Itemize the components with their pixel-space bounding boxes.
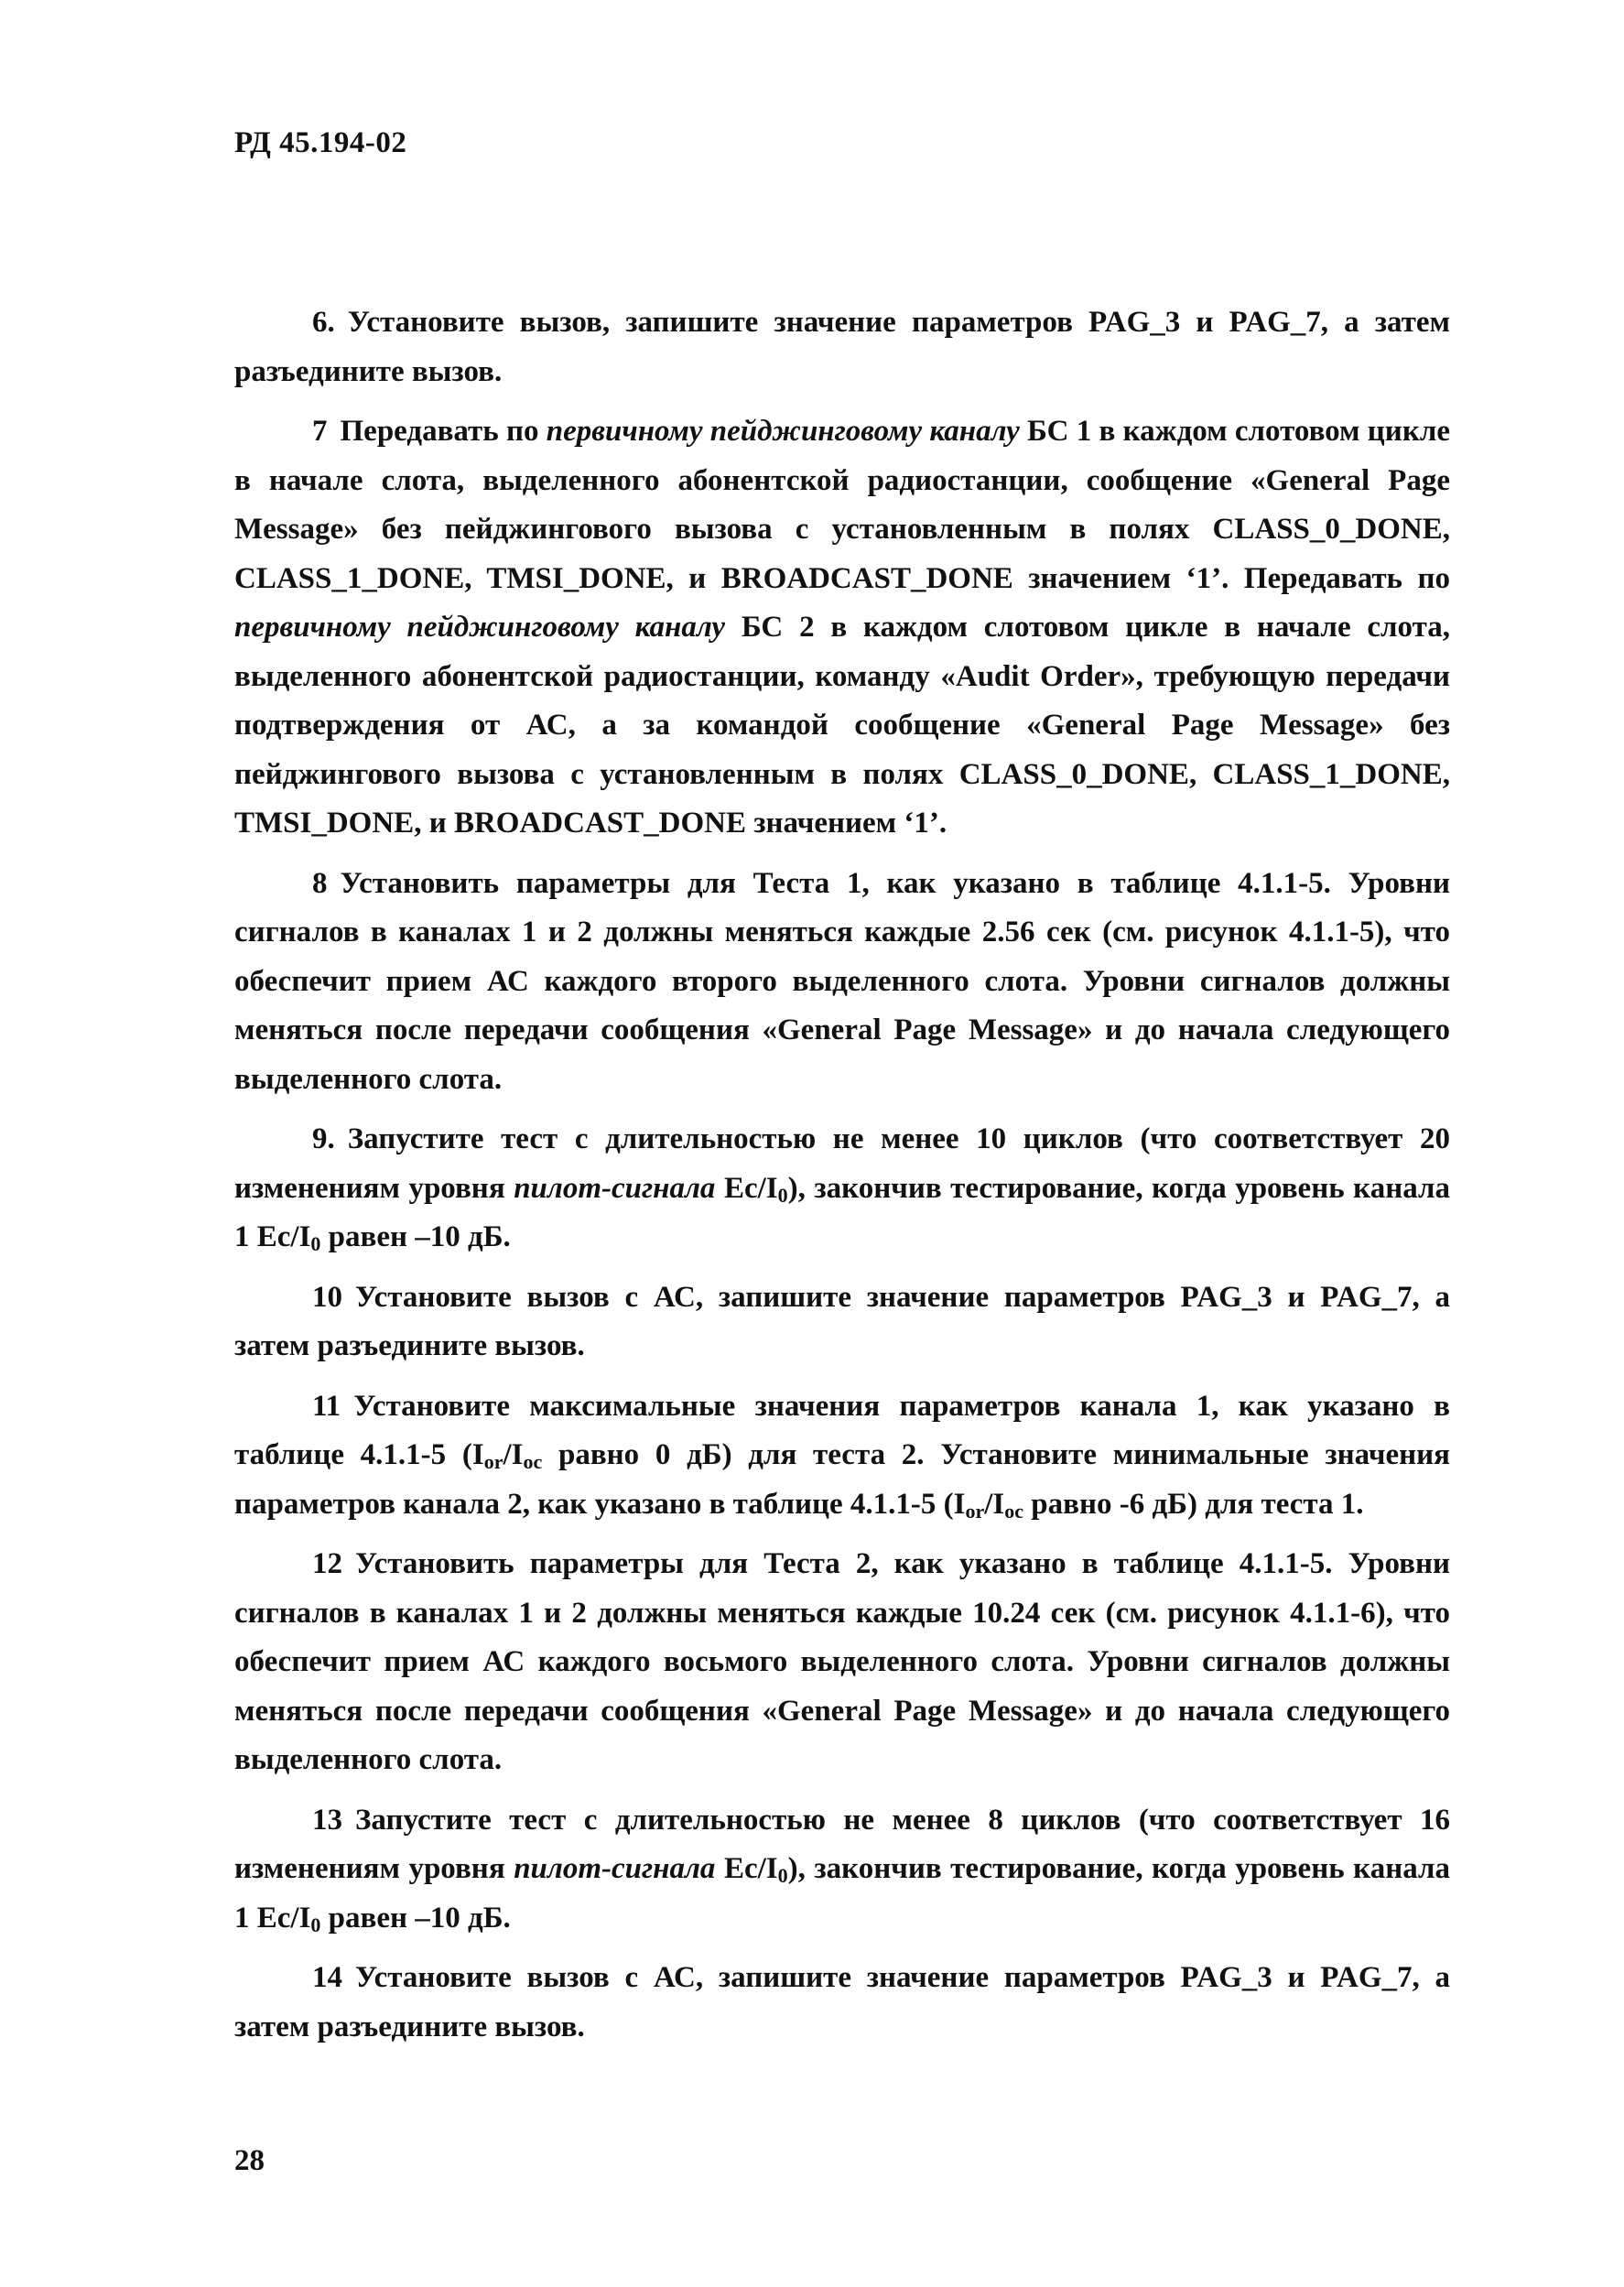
- paragraph-text: равен –10 дБ.: [320, 1220, 511, 1253]
- paragraph-text: Запустите тест с длительностью не менее 8 циклов (что соответствует 16 изменениям уровня: [234, 1803, 1450, 1885]
- document-body: [234, 298, 1450, 2063]
- subscript: 0: [310, 1232, 321, 1255]
- paragraph-text: /I: [984, 1487, 1005, 1521]
- step-number: 6.: [312, 306, 335, 339]
- page-number: 28: [234, 2144, 265, 2177]
- step-number: 9.: [312, 1122, 335, 1155]
- paragraph-text: Передавать по: [340, 415, 547, 448]
- step-number: 12: [312, 1547, 342, 1580]
- paragraph-text: Запустите тест с длительностью не менее 10 циклов (что соответствует 20 изменениям уровня: [234, 1122, 1450, 1205]
- paragraph-text: Установите максимальные значения параметров канала 1, как указано в таблице 4.1.1-5 (I: [234, 1389, 1450, 1471]
- step-number: 10: [312, 1280, 342, 1314]
- paragraph-text: Ec/I: [715, 1852, 778, 1885]
- step-number: 14: [312, 1961, 342, 1994]
- paragraph-text: Установите вызов с АС, запишите значение параметров PAG_3 и PAG_7, а затем разъедините вызов.: [234, 1961, 1450, 2043]
- paragraph-text: Установите вызов с АС, запишите значение параметров PAG_3 и PAG_7, а затем разъедините вызов.: [234, 1280, 1450, 1362]
- paragraph-step: [234, 1796, 1450, 1944]
- step-number: 11: [312, 1389, 341, 1423]
- step-number: 13: [312, 1803, 342, 1837]
- paragraph-text: Установите вызов, запишите значение параметров PAG_3 и PAG_7, а затем разъедините вызов.: [234, 306, 1450, 388]
- paragraph-step: [234, 1274, 1450, 1371]
- paragraph-text: БС 1 в каждом слотовом цикле в начале слота, выделенного абонентской радиостанции, сообщение «General Page Message» без пейджингового вызова с установленным в полях CLASS_0_DONE, CLASS_1_DONE, TMSI_DONE, и BROADCAST_DONE значением ‘1’. Передавать по: [234, 415, 1451, 595]
- subscript: 0: [777, 1864, 788, 1887]
- document-code: РД 45.194-02: [234, 126, 407, 159]
- italic-term: пилот-сигнала: [514, 1171, 716, 1205]
- paragraph-step: [234, 407, 1450, 849]
- paragraph-text: равно -6 дБ) для теста 1.: [1023, 1487, 1364, 1521]
- step-number: 8: [312, 866, 328, 900]
- paragraph-text: ), закончив тестирование, когда уровень канала 1 Ec/I: [234, 1852, 1451, 1935]
- subscript: or: [965, 1499, 985, 1523]
- paragraph-text: Установить параметры для Теста 1, как указано в таблице 4.1.1-5. Уровни сигналов в каналах 1 и 2 должны меняться каждые 2.56 сек (см. рисунок 4.1.1-5), что обеспечит прием АС каждого второго выделенного слота. Уровни сигналов должны меняться после передачи сообщения «General Page Message» и до начала следующего выделенного слота.: [234, 866, 1450, 1096]
- step-number: 7: [312, 415, 328, 448]
- subscript: oc: [1004, 1499, 1024, 1523]
- italic-term: первичному пейджинговому каналу: [234, 611, 726, 644]
- italic-term: пилот-сигнала: [514, 1852, 716, 1885]
- italic-term: первичному пейджинговому каналу: [546, 415, 1020, 448]
- paragraph-step: [234, 1540, 1450, 1785]
- paragraph-step: [234, 1115, 1450, 1263]
- paragraph-text: БС 2 в каждом слотовом цикле в начале слота, выделенного абонентской радиостанции, команду «Audit Order», требующую передачи подтверждения от АС, а за командой сообщение «General Page Message» без пейджингового вызова с установленным в полях CLASS_0_DONE, CLASS_1_DONE, TMSI_DONE, и BROADCAST_DONE значением ‘1’.: [234, 611, 1450, 840]
- paragraph-text: ), закончив тестирование, когда уровень канала 1 Ec/I: [234, 1171, 1451, 1253]
- subscript: 0: [310, 1913, 321, 1936]
- paragraph-step: [234, 860, 1450, 1105]
- paragraph-text: равно 0 дБ) для теста 2. Установите минимальные значения параметров канала 2, как указано в таблице 4.1.1-5 (I: [234, 1438, 1450, 1521]
- paragraph-step: [234, 1382, 1450, 1530]
- subscript: 0: [777, 1183, 788, 1207]
- subscript: oc: [523, 1450, 543, 1473]
- paragraph-text: Установить параметры для Теста 2, как указано в таблице 4.1.1-5. Уровни сигналов в каналах 1 и 2 должны меняться каждые 10.24 сек (см. рисунок 4.1.1-6), что обеспечит прием АС каждого восьмого выделенного слота. Уровни сигналов должны меняться после передачи сообщения «General Page Message» и до начала следующего выделенного слота.: [234, 1547, 1450, 1776]
- subscript: or: [483, 1450, 503, 1473]
- paragraph-text: равен –10 дБ.: [320, 1901, 511, 1935]
- paragraph-text: Ec/I: [715, 1171, 778, 1205]
- paragraph-text: /I: [503, 1438, 524, 1471]
- paragraph-step: [234, 298, 1450, 396]
- paragraph-step: [234, 1954, 1450, 2052]
